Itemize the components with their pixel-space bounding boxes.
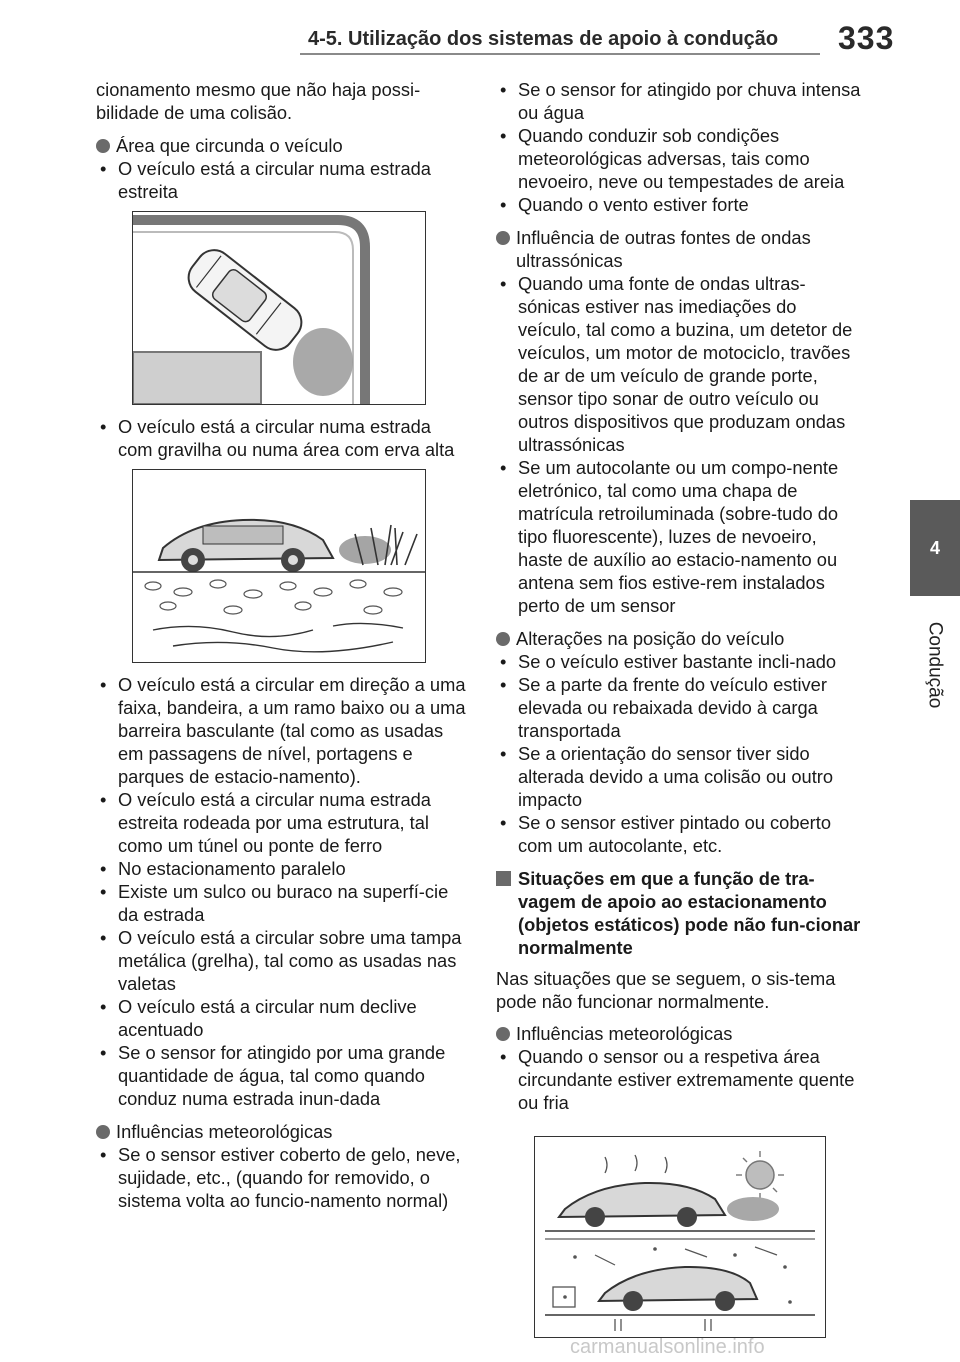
list-item: • O veículo está a circular sobre uma tampa metálica (grelha), tal como as usadas nas valetas	[96, 926, 468, 995]
section-intro: Nas situações que se seguem, o sis-tema pode não funcionar normalmente.	[496, 968, 836, 1012]
list-item: • O veículo está a circular numa estrada estreita	[96, 157, 468, 203]
group-heading-weather-2: Influências meteorológicas	[496, 1022, 864, 1045]
list-item: • Se o sensor estiver pintado ou coberto com um autocolante, etc.	[496, 811, 864, 857]
chapter-name: Condução	[924, 621, 945, 709]
list-item: • Quando o vento estiver forte	[496, 193, 864, 216]
watermark: carmanualsonline.info	[570, 1336, 765, 1358]
list-item: • Se o sensor for atingido por chuva intensa ou água	[496, 78, 864, 124]
narrow-road-illustration	[133, 212, 425, 404]
figure-gravel-grass	[132, 469, 426, 663]
list-item: • O veículo está a circular numa estrada com gravilha ou numa área com erva alta	[96, 415, 468, 461]
hot-cold-illustration	[535, 1137, 825, 1337]
list-item: • O veículo está a circular em direção a uma faixa, bandeira, a um ramo baixo ou a uma barreira basculante (tal como as usadas em passagens de nível, portagens e parques de estacio-namento).	[96, 673, 468, 788]
list-item: • Se a orientação do sensor tiver sido alterada devido a uma colisão ou outro impacto	[496, 742, 864, 811]
chapter-number: 4	[929, 537, 940, 558]
left-column	[96, 78, 468, 1212]
group-heading-vehicle-position: Alterações na posição do veículo	[496, 627, 864, 650]
figure-narrow-road	[132, 211, 426, 405]
list-item: • Se um autocolante ou um compo-nente eletrónico, tal como uma chapa de matrícula retroiluminada (sobre-tudo do tipo fluorescente), luzes de nevoeiro, haste de auxílio ao estacio-namento ou antena sem fios estive-rem instalados perto de um sensor	[496, 456, 864, 617]
section-title: 4-5. Utilização dos sistemas de apoio à condução	[308, 28, 779, 50]
list-item: • Se o sensor for atingido por uma grande quantidade de água, tal como quando conduz numa estrada inun-dada	[96, 1041, 468, 1110]
header-divider	[300, 53, 820, 55]
list-item: • Quando uma fonte de ondas ultras-sónicas estiver nas imediações do veículo, tal como a buzina, um detetor de veículos, um motor de motociclo, travões de ar de um veículo de grande porte, sensor tipo sonar de outro veículo ou outros dispositivos que produzam ondas ultrassónicas	[496, 272, 864, 456]
section-heading: Situações em que a função de tra-vagem de apoio ao estacionamento (objetos estáticos) pode não fun-cionar normalmente	[496, 867, 864, 959]
figure-hot-cold	[534, 1136, 826, 1338]
list-item: • No estacionamento paralelo	[96, 857, 468, 880]
group-heading-weather: Influências meteorológicas	[96, 1120, 468, 1143]
page-header	[0, 0, 960, 62]
right-column	[496, 78, 864, 1338]
list-item: • Existe um sulco ou buraco na superfí-cie da estrada	[96, 880, 468, 926]
list-item: • O veículo está a circular num declive acentuado	[96, 995, 468, 1041]
list-item: • Se o veículo estiver bastante incli-nado	[496, 650, 864, 673]
list-item: • Quando o sensor ou a respetiva área circundante estiver extremamente quente ou fria	[496, 1045, 864, 1114]
group-heading-ultrasonic: Influência de outras fontes de ondas ultrassónicas	[496, 226, 864, 272]
chapter-name-label	[908, 610, 960, 720]
chapter-tab[interactable]	[910, 500, 960, 596]
list-item: • Quando conduzir sob condições meteorológicas adversas, tais como nevoeiro, neve ou tempestades de areia	[496, 124, 864, 193]
intro-paragraph: cionamento mesmo que não haja possi-bilidade de uma colisão.	[96, 79, 421, 123]
list-item: • Se a parte da frente do veículo estiver elevada ou rebaixada devido à carga transportada	[496, 673, 864, 742]
list-item: • Se o sensor estiver coberto de gelo, neve, sujidade, etc., (quando for removido, o sistema volta ao funcio-namento normal)	[96, 1143, 468, 1212]
page-number: 333	[838, 20, 895, 56]
gravel-grass-illustration	[133, 470, 425, 662]
list-item: • O veículo está a circular numa estrada estreita rodeada por uma estrutura, tal como um túnel ou ponte de ferro	[96, 788, 468, 857]
group-heading-surroundings: Área que circunda o veículo	[96, 134, 468, 157]
